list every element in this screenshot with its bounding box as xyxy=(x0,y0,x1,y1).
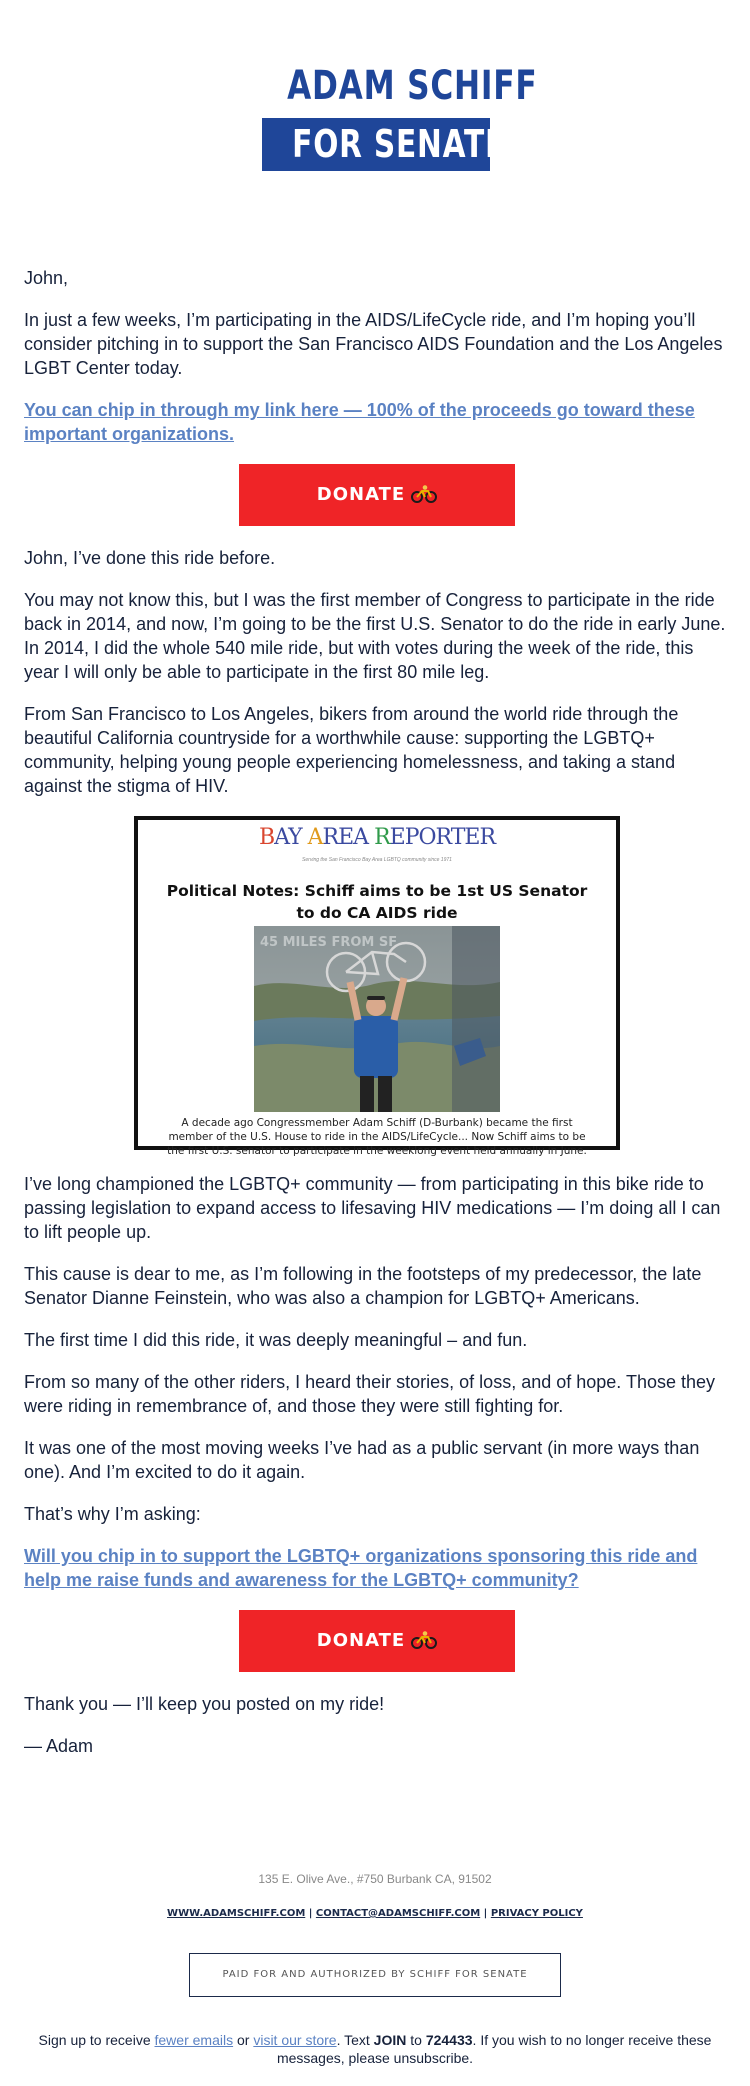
paragraph-championed: I’ve long championed the LGBTQ+ community — from participating in this bike ride to passing legislation to expand access to lifesaving HIV medications — I’m doing all I can to lift people up. xyxy=(24,1174,721,1242)
donate-button-2[interactable] xyxy=(239,1610,515,1672)
schiff-bike-photo xyxy=(254,926,500,1112)
support-lgbtq-link[interactable]: Will you chip in to support the LGBTQ+ organizations sponsoring this ride and help me raise funds and awareness for the LGBTQ+ community? xyxy=(24,1546,698,1590)
store-link[interactable]: visit our store xyxy=(253,2032,337,2048)
bicyclist-icon xyxy=(411,1631,437,1649)
paragraph-feinstein: This cause is dear to me, as I’m following in the footsteps of my predecessor, the late Senator Dianne Feinstein, who was also a champion for LGBTQ+ Americans. xyxy=(24,1264,702,1308)
paragraph-riders: From so many of the other riders, I heard their stories, of loss, and of hope. Those they were riding in remembrance of, and those they were still fighting for. xyxy=(24,1372,716,1416)
website-link[interactable]: WWW.ADAMSCHIFF.COM xyxy=(167,1908,306,1919)
donate-label: DONATE xyxy=(316,1630,406,1651)
article-caption: A decade ago Congressmember Adam Schiff (D-Burbank) became the first member of the U.S. House to ride in the AIDS/LifeCycle... Now Schiff aims to be the first U.S. senator to participate in the weeklong event held annually in June. xyxy=(167,1117,587,1157)
donate-label: DONATE xyxy=(316,484,406,505)
contact-link[interactable]: CONTACT@ADAMSCHIFF.COM xyxy=(315,1908,481,1919)
greeting: John, xyxy=(24,268,69,288)
bay-area-reporter-logo: BAY AREA REPORTER xyxy=(258,825,496,850)
paid-for-disclaimer: PAID FOR AND AUTHORIZED BY SCHIFF FOR SENATE xyxy=(189,1953,561,1997)
email-body xyxy=(24,266,730,1776)
paragraph-route: From San Francisco to Los Angeles, bikers from around the world ride through the beautiful California countryside for a worthwhile cause: supporting the LGBTQ+ community, helping young people experiencing homelessness, and taking a stand against the stigma of HIV. xyxy=(24,704,679,796)
footer xyxy=(0,1872,750,2067)
footer-links: WWW.ADAMSCHIFF.COM | CONTACT@ADAMSCHIFF.COM | PRIVACY POLICY xyxy=(167,1908,583,1919)
bicyclist-icon xyxy=(411,485,437,503)
paragraph-moving: It was one of the most moving weeks I’ve had as a public servant (in more ways than one). And I’m excited to do it again. xyxy=(24,1438,700,1482)
signoff: — Adam xyxy=(24,1736,94,1756)
donate-button[interactable] xyxy=(239,464,515,526)
mailing-address: 135 E. Olive Ave., #750 Burbank CA, 91502 xyxy=(258,1872,492,1886)
logo-name: ADAM SCHIFF xyxy=(287,63,538,109)
paragraph-asking: That’s why I’m asking: xyxy=(24,1504,201,1524)
paragraph-done-before: John, I’ve done this ride before. xyxy=(24,548,276,568)
fewer-emails-link[interactable]: fewer emails xyxy=(154,2032,234,2048)
article-headline: Political Notes: Schiff aims to be 1st US Senator to do CA AIDS ride xyxy=(166,882,588,922)
logo-senate-box xyxy=(262,118,507,171)
photo-sign-text: 45 MILES FROM SF xyxy=(260,935,398,950)
news-article-image[interactable] xyxy=(134,816,620,1157)
signup-notice: Sign up to receive fewer emails or visit our store. Text JOIN to 724433. If you wish to no longer receive these messages, please unsubscribe. xyxy=(38,2032,712,2066)
paragraph-history: You may not know this, but I was the first member of Congress to participate in the ride back in 2014, and now, I’m going to be the first U.S. Senator to do the ride in early June. In 2014, I did the whole 540 mile ride, but with votes during the week of the ride, this year I will only be able to participate in the first 80 mile leg. xyxy=(24,590,726,682)
privacy-policy-link[interactable]: PRIVACY POLICY xyxy=(490,1908,583,1919)
paragraph-first-time: The first time I did this ride, it was deeply meaningful – and fun. xyxy=(24,1330,528,1350)
article-tagline: Serving the San Francisco Bay Area LGBTQ community since 1971 xyxy=(302,857,452,863)
paragraph-thank-you: Thank you — I’ll keep you posted on my ride! xyxy=(24,1694,385,1714)
chip-in-link[interactable]: You can chip in through my link here — 100% of the proceeds go toward these important organizations. xyxy=(24,400,695,444)
paragraph-intro: In just a few weeks, I’m participating in the AIDS/LifeCycle ride, and I’m hoping you’ll consider pitching in to support the San Francisco AIDS Foundation and the Los Angeles LGBT Center today. xyxy=(24,310,723,378)
campaign-logo xyxy=(262,62,538,171)
logo-senate-text: FOR SENATE xyxy=(292,122,507,166)
